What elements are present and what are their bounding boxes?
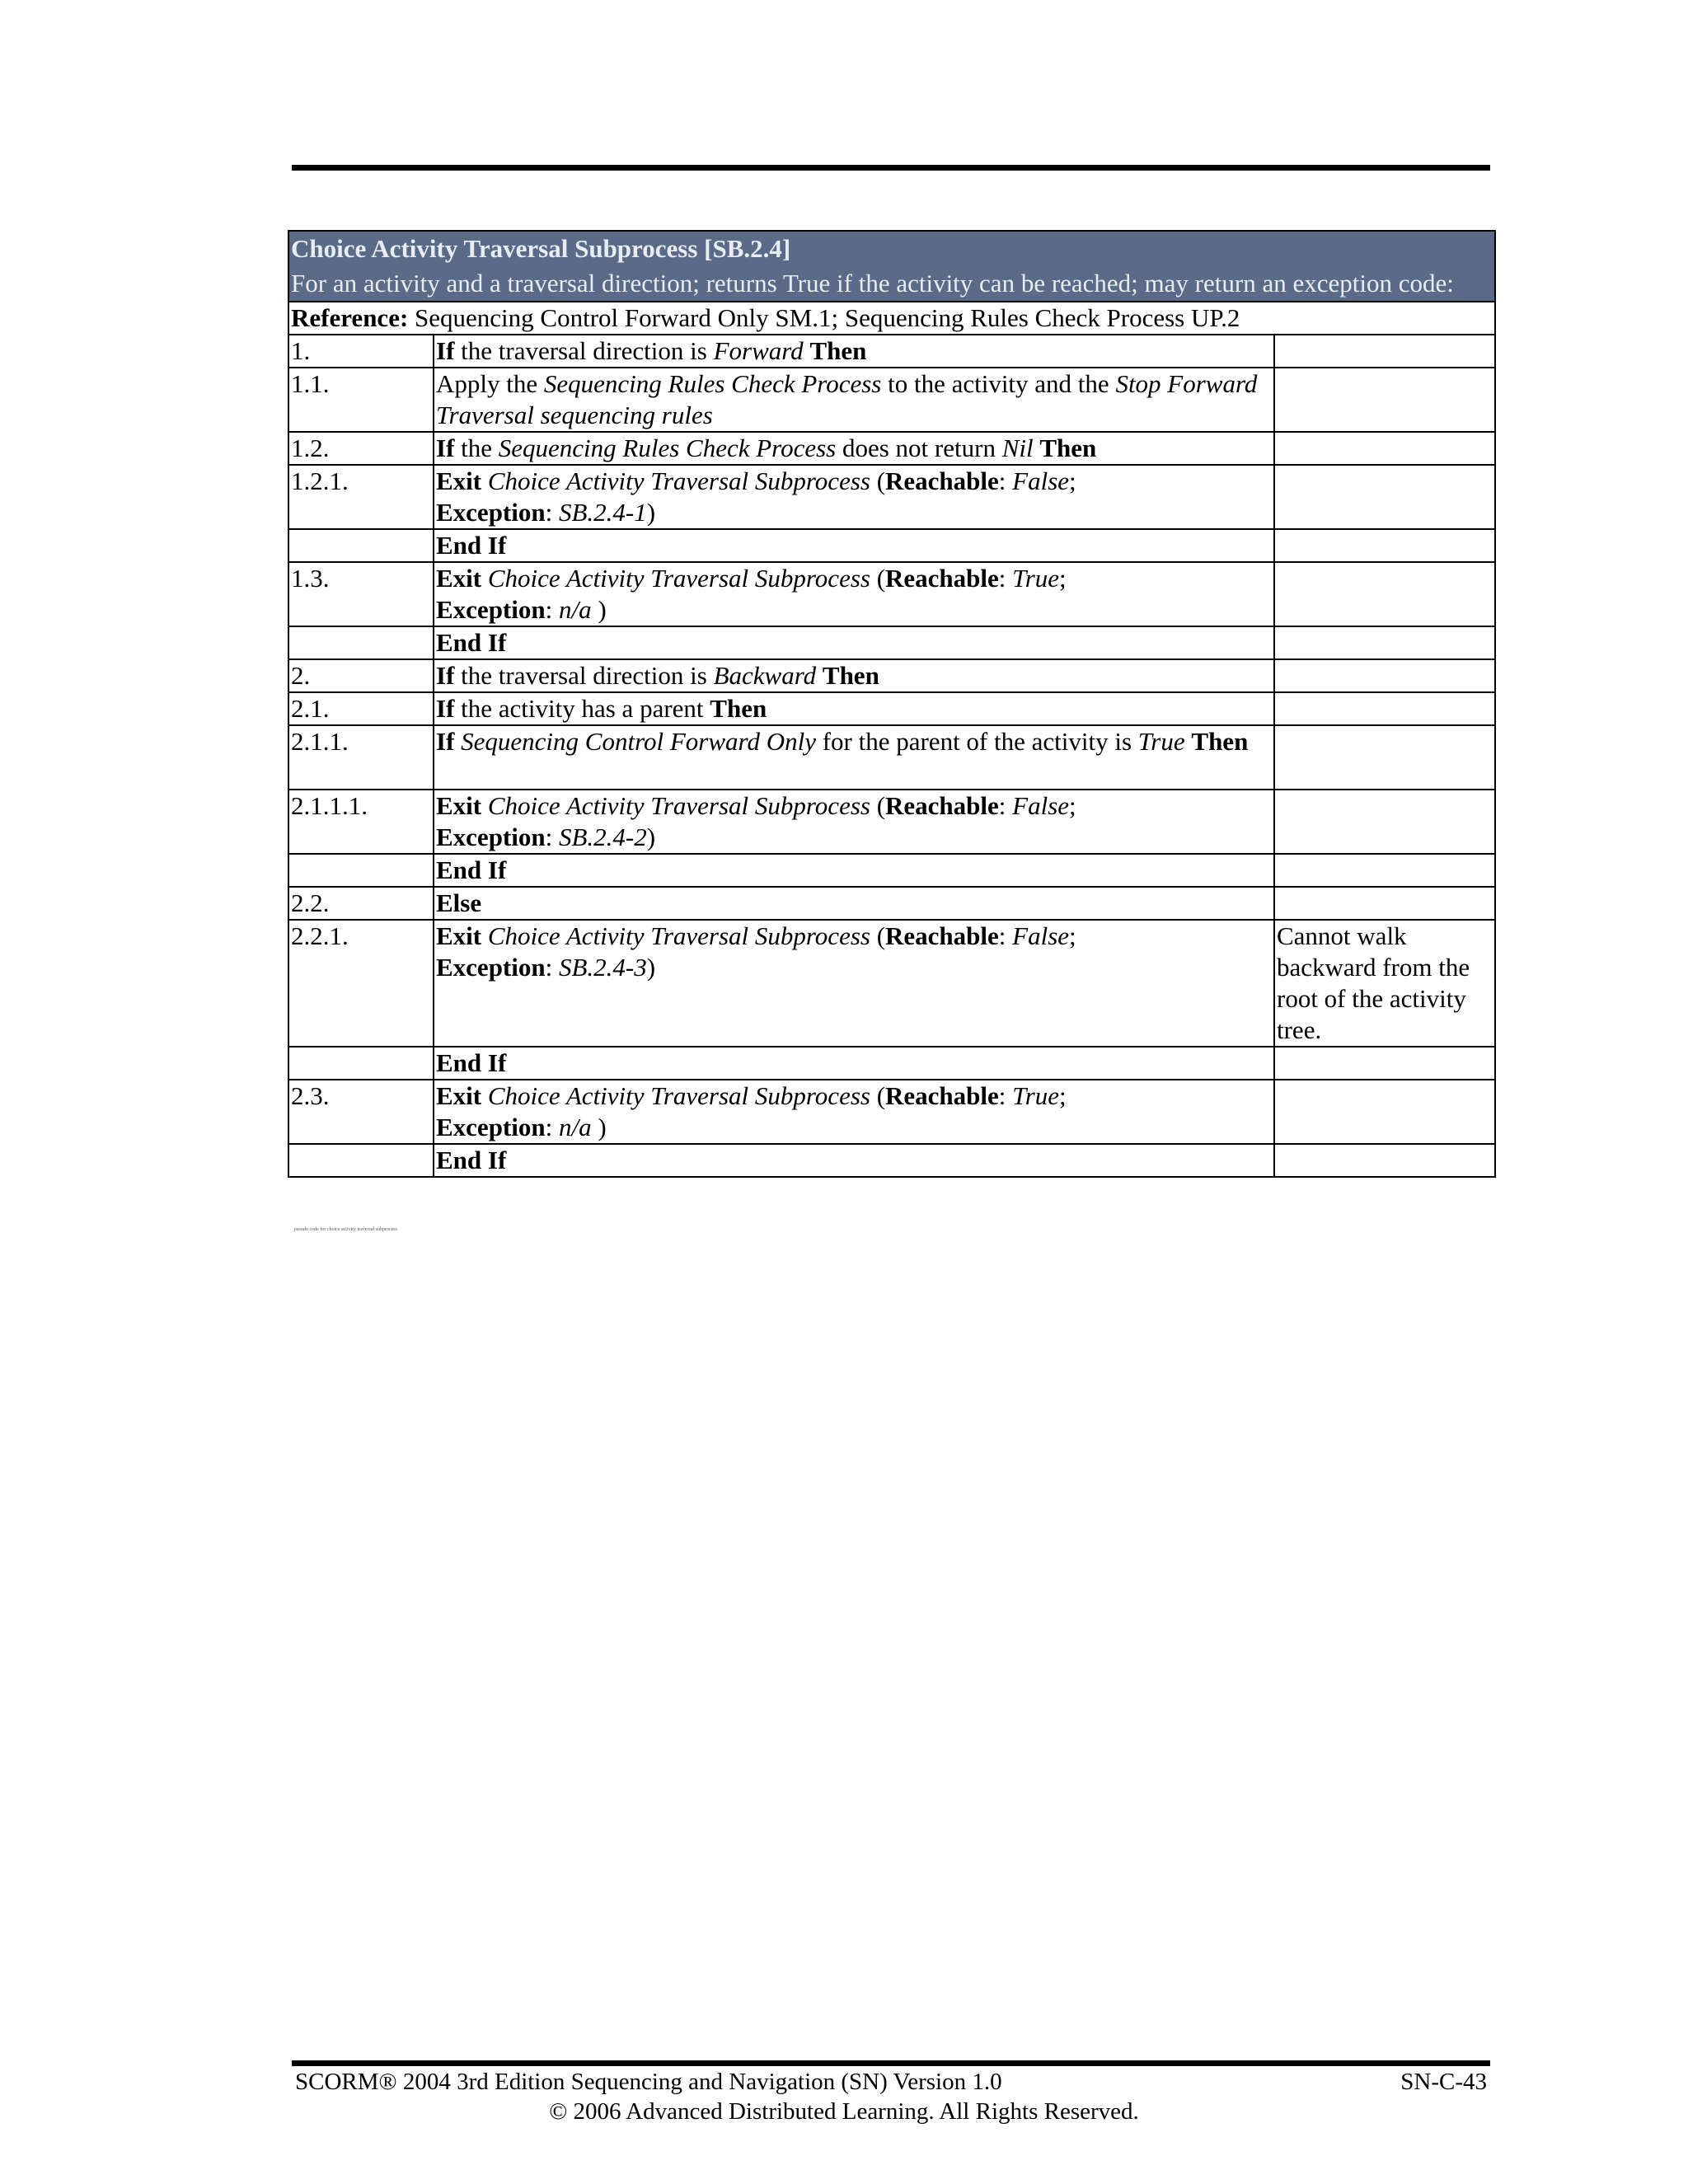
table-row [288, 659, 1495, 692]
step-number: 2. [288, 659, 434, 692]
step-number: 2.1. [288, 692, 434, 725]
step-note [1274, 659, 1495, 692]
footer-page-number: SN-C-43 [1400, 2069, 1487, 2095]
step-text: Exit Choice Activity Traversal Subprocess (Reachable: True; Exception: n/a ) [434, 1080, 1274, 1144]
step-number: 2.1.1. [288, 725, 434, 790]
step-text: If the traversal direction is Backward Then [434, 659, 1274, 692]
top-rule [292, 165, 1490, 171]
table-row [288, 529, 1495, 562]
table-row [288, 1047, 1495, 1080]
table-row [288, 790, 1495, 854]
step-note [1274, 887, 1495, 920]
table-caption: pseudo code for choice activity traversal subprocess [294, 1227, 397, 1232]
step-number: 1.1. [288, 368, 434, 432]
step-note [1274, 725, 1495, 790]
step-note [1274, 626, 1495, 659]
step-note [1274, 465, 1495, 529]
step-note [1274, 562, 1495, 626]
table-row [288, 1080, 1495, 1144]
table-row [288, 725, 1495, 790]
step-number [288, 1144, 434, 1177]
step-text: End If [434, 854, 1274, 887]
table-row [288, 1144, 1495, 1177]
step-note [1274, 1080, 1495, 1144]
process-description: For an activity and a traversal direction; returns True if the activity can be reached; may return an exception code: [291, 269, 1454, 298]
step-text: End If [434, 626, 1274, 659]
step-number: 2.2.1. [288, 920, 434, 1047]
step-note [1274, 1047, 1495, 1080]
step-text: End If [434, 1047, 1274, 1080]
table-header [288, 231, 1495, 302]
step-text: Exit Choice Activity Traversal Subprocess (Reachable: False; Exception: SB.2.4-1) [434, 465, 1274, 529]
bottom-rule [292, 2060, 1490, 2066]
step-text: If the Sequencing Rules Check Process does not return Nil Then [434, 432, 1274, 465]
step-number: 1.3. [288, 562, 434, 626]
step-number: 2.3. [288, 1080, 434, 1144]
step-number [288, 1047, 434, 1080]
table-row [288, 920, 1495, 1047]
table-row [288, 854, 1495, 887]
step-number: 1.2. [288, 432, 434, 465]
step-note: Cannot walk backward from the root of the activity tree. [1274, 920, 1495, 1047]
step-text: Apply the Sequencing Rules Check Process to the activity and the Stop Forward Traversal sequencing rules [434, 368, 1274, 432]
step-number [288, 529, 434, 562]
step-text: If Sequencing Control Forward Only for the parent of the activity is True Then [434, 725, 1274, 790]
pseudocode-table [288, 230, 1496, 1178]
table-row [288, 465, 1495, 529]
step-note [1274, 692, 1495, 725]
reference-label: Reference: [291, 303, 409, 332]
process-title: Choice Activity Traversal Subprocess [SB.2.4] [291, 234, 791, 263]
footer-copyright: © 2006 Advanced Distributed Learning. All Rights Reserved. [549, 2098, 1139, 2125]
table-header-row [288, 231, 1495, 302]
reference-cell [288, 302, 1495, 335]
reference-text: Sequencing Control Forward Only SM.1; Sequencing Rules Check Process UP.2 [408, 303, 1240, 332]
footer-document-title: SCORM® 2004 3rd Edition Sequencing and Navigation (SN) Version 1.0 [295, 2069, 1002, 2095]
step-text: Exit Choice Activity Traversal Subprocess (Reachable: False; Exception: SB.2.4-3) [434, 920, 1274, 1047]
step-note [1274, 790, 1495, 854]
step-note [1274, 368, 1495, 432]
table-row [288, 562, 1495, 626]
step-number [288, 854, 434, 887]
step-note [1274, 854, 1495, 887]
step-note [1274, 1144, 1495, 1177]
reference-row [288, 302, 1495, 335]
table-row [288, 368, 1495, 432]
step-text: Else [434, 887, 1274, 920]
step-number: 1.2.1. [288, 465, 434, 529]
table-row [288, 335, 1495, 368]
step-number [288, 626, 434, 659]
step-note [1274, 529, 1495, 562]
table-row [288, 692, 1495, 725]
step-text: Exit Choice Activity Traversal Subprocess (Reachable: False; Exception: SB.2.4-2) [434, 790, 1274, 854]
table-row [288, 432, 1495, 465]
step-text: If the traversal direction is Forward Then [434, 335, 1274, 368]
step-number: 2.1.1.1. [288, 790, 434, 854]
step-number: 2.2. [288, 887, 434, 920]
table-row [288, 626, 1495, 659]
step-text: If the activity has a parent Then [434, 692, 1274, 725]
step-note [1274, 432, 1495, 465]
step-note [1274, 335, 1495, 368]
step-text: End If [434, 1144, 1274, 1177]
table-row [288, 887, 1495, 920]
step-number: 1. [288, 335, 434, 368]
step-text: Exit Choice Activity Traversal Subprocess (Reachable: True; Exception: n/a ) [434, 562, 1274, 626]
step-text: End If [434, 529, 1274, 562]
